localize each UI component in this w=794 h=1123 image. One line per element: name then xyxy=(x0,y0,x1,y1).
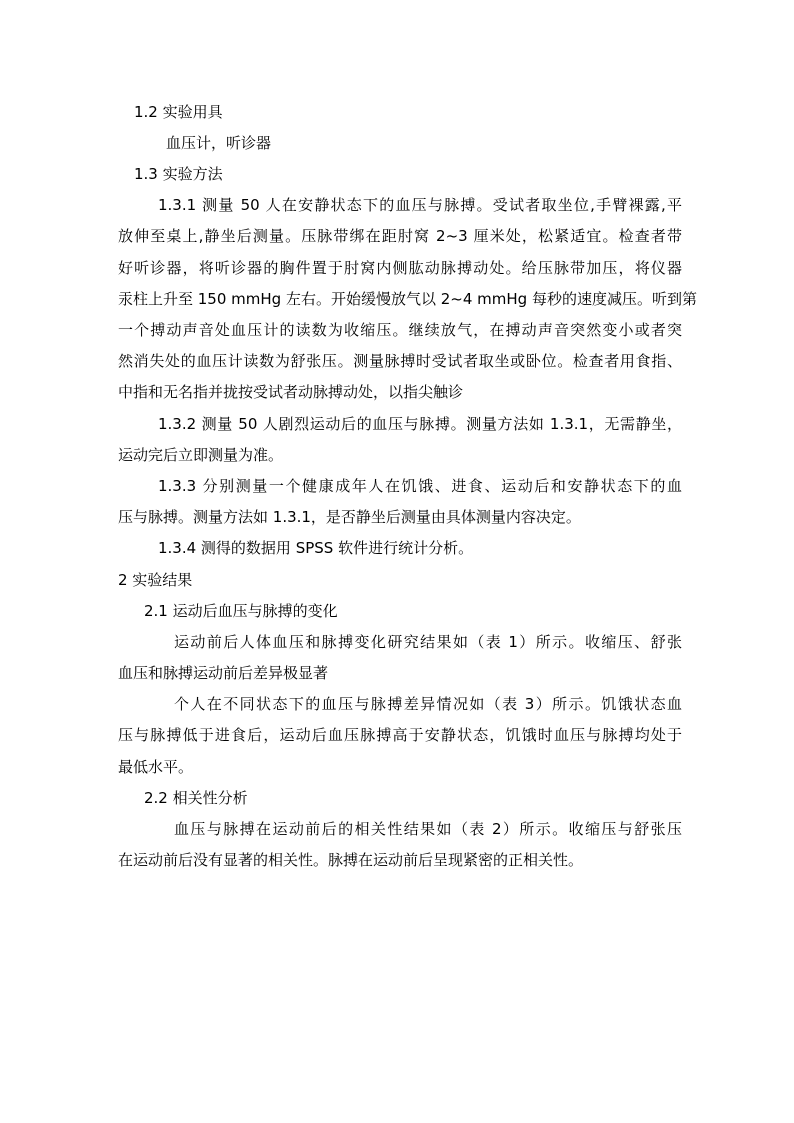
item-1-3-2-line: 运动完后立即测量为准。 xyxy=(118,446,284,464)
para-2-1-b-line: 压与脉搏低于进食后，运动后血压脉搏高于安静状态，饥饿时血压与脉搏均处于 xyxy=(118,726,682,744)
para-2-1-b-line: 最低水平。 xyxy=(118,758,194,776)
para-2-1-a-line: 运动前后人体血压和脉搏变化研究结果如（表 1）所示。收缩压、舒张 xyxy=(174,633,682,651)
item-1-3-1-line: 中指和无名指并拢按受试者动脉搏动处，以指尖触诊 xyxy=(118,383,464,401)
item-1-3-2-line: 1.3.2 测量 50 人剧烈运动后的血压与脉搏。测量方法如 1.3.1，无需静坐， xyxy=(158,415,682,433)
item-1-3-1-line: 然消失处的血压计读数为舒张压。测量脉搏时受试者取坐或卧位。检查者用食指、 xyxy=(118,352,682,370)
para-2-1-b-line: 个人在不同状态下的血压与脉搏差异情况如（表 3）所示。饥饿状态血 xyxy=(174,695,682,713)
item-1-3-1-line: 好听诊器，将听诊器的胸件置于肘窝内侧肱动脉搏动处。给压脉带加压，将仪器 xyxy=(118,259,682,277)
section-1-2-heading: 1.2 实验用具 xyxy=(134,103,223,121)
para-2-1-a-line: 血压和脉搏运动前后差异极显著 xyxy=(118,664,329,682)
item-1-3-1-line: 一个搏动声音处血压计的读数为收缩压。继续放气，在搏动声音突然变小或者突 xyxy=(118,321,682,339)
section-2-2-heading: 2.2 相关性分析 xyxy=(144,789,248,807)
item-1-3-3-line: 压与脉搏。测量方法如 1.3.1，是否静坐后测量由具体测量内容决定。 xyxy=(118,508,581,526)
item-1-3-1-line: 汞柱上升至 150 mmHg 左右。开始缓慢放气以 2~4 mmHg 每秒的速度减压。听到第 xyxy=(118,290,697,308)
section-2-1-heading: 2.1 运动后血压与脉搏的变化 xyxy=(144,602,338,620)
para-2-2-line: 血压与脉搏在运动前后的相关性结果如（表 2）所示。收缩压与舒张压 xyxy=(174,820,682,838)
item-1-3-4: 1.3.4 测得的数据用 SPSS 软件进行统计分析。 xyxy=(158,539,474,557)
item-1-3-1-line: 1.3.1 测量 50 人在安静状态下的血压与脉搏。受试者取坐位,手臂裸露,平 xyxy=(158,196,682,214)
section-1-3-heading: 1.3 实验方法 xyxy=(134,165,223,183)
para-2-2-line: 在运动前后没有显著的相关性。脉搏在运动前后呈现紧密的正相关性。 xyxy=(118,851,584,869)
section-1-2-body: 血压计，听诊器 xyxy=(166,134,272,152)
section-2-heading: 2 实验结果 xyxy=(118,571,193,589)
item-1-3-1-line: 放伸至桌上,静坐后测量。压脉带绑在距肘窝 2~3 厘米处，松紧适宜。检查者带 xyxy=(118,227,682,245)
item-1-3-3-line: 1.3.3 分别测量一个健康成年人在饥饿、进食、运动后和安静状态下的血 xyxy=(158,477,682,495)
